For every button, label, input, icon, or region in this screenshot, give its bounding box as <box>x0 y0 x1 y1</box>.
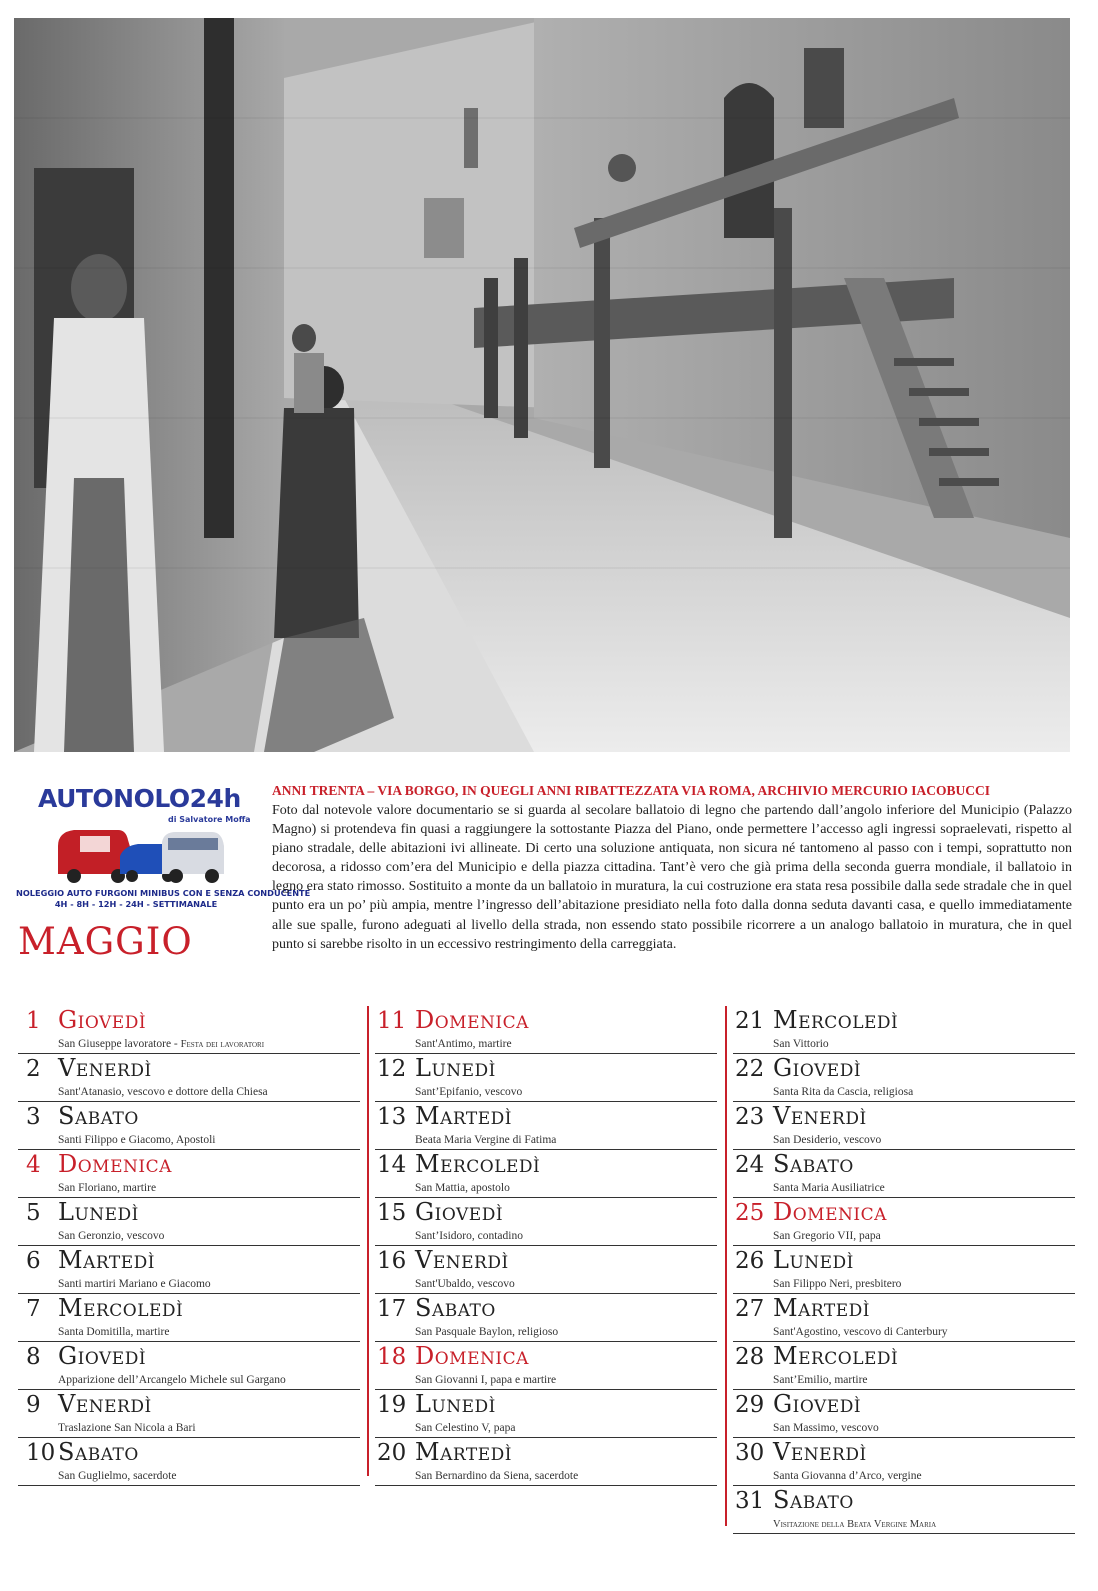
day-row <box>18 1342 360 1390</box>
day-row <box>733 1342 1075 1390</box>
day-number: 28 <box>735 1344 765 1370</box>
day-row <box>733 1486 1075 1534</box>
day-row <box>733 1390 1075 1438</box>
day-row <box>733 1102 1075 1150</box>
day-name: Mercoledì <box>773 1342 899 1370</box>
day-number: 16 <box>377 1248 407 1274</box>
saint-of-day: Santa Giovanna d’Arco, vergine <box>773 1470 922 1482</box>
day-number: 15 <box>377 1200 407 1226</box>
day-row <box>733 1294 1075 1342</box>
day-name: Lunedì <box>773 1246 854 1274</box>
vans-icon <box>56 826 226 886</box>
calendar-column-1 <box>18 1006 360 1486</box>
day-row <box>18 1438 360 1486</box>
saint-of-day: San Floriano, martire <box>58 1182 157 1194</box>
day-name: Sabato <box>773 1486 854 1514</box>
day-number: 17 <box>377 1296 407 1322</box>
day-row <box>733 1054 1075 1102</box>
day-name: Venerdì <box>58 1054 152 1082</box>
day-number: 5 <box>26 1200 41 1226</box>
day-row <box>733 1246 1075 1294</box>
sponsor-logo <box>16 780 311 910</box>
saint-of-day: San Filippo Neri, presbitero <box>773 1278 902 1290</box>
holiday-name: Visitazione della Beata Vergine Maria <box>773 1519 937 1530</box>
day-number: 6 <box>26 1248 41 1274</box>
day-row <box>375 1150 717 1198</box>
day-row <box>18 1246 360 1294</box>
day-number: 29 <box>735 1392 765 1418</box>
day-name: Martedì <box>58 1246 155 1274</box>
day-name: Lunedì <box>58 1198 139 1226</box>
day-name: Martedì <box>415 1438 512 1466</box>
day-number: 20 <box>377 1440 407 1466</box>
sponsor-hours: 4H - 8H - 12H - 24H - SETTIMANALE <box>54 899 218 909</box>
saint-of-day: San Pasquale Baylon, religioso <box>415 1326 559 1338</box>
day-number: 3 <box>26 1104 41 1130</box>
saint-of-day: Santi martiri Mariano e Giacomo <box>58 1278 211 1290</box>
saint-of-day: Sant’Epifanio, vescovo <box>415 1086 523 1098</box>
holiday-name: Festa dei lavoratori <box>180 1039 265 1050</box>
saint-of-day: Santa Maria Ausiliatrice <box>773 1182 885 1194</box>
day-number: 21 <box>735 1008 765 1034</box>
saint-of-day: Santa Rita da Cascia, religiosa <box>773 1086 914 1098</box>
day-name: Lunedì <box>415 1390 496 1418</box>
day-name: Venerdì <box>773 1102 867 1130</box>
saint-of-day: San Desiderio, vescovo <box>773 1134 882 1146</box>
caption-title: ANNI TRENTA – VIA BORGO, IN QUEGLI ANNI RIBATTEZZATA VIA ROMA, ARCHIVIO MERCURIO IACOBUCCI <box>272 783 990 798</box>
saint-of-day: San Celestino V, papa <box>415 1422 516 1434</box>
saint-of-day: Santi Filippo e Giacomo, Apostoli <box>58 1134 216 1146</box>
saint-of-day: Sant’Isidoro, contadino <box>415 1230 523 1242</box>
day-number: 12 <box>377 1056 407 1082</box>
day-number: 7 <box>26 1296 41 1322</box>
day-name: Domenica <box>415 1006 529 1034</box>
saint-of-day: Beata Maria Vergine di Fatima <box>415 1134 557 1146</box>
day-number: 25 <box>735 1200 765 1226</box>
day-row <box>733 1198 1075 1246</box>
day-number: 4 <box>26 1152 41 1178</box>
photo-illustration <box>14 18 1070 752</box>
saint-of-day: Sant'Atanasio, vescovo e dottore della Chiesa <box>58 1086 268 1098</box>
column-divider <box>367 1006 369 1476</box>
saint-of-day: Sant'Antimo, martire <box>415 1038 512 1050</box>
saint-of-day: Apparizione dell’Arcangelo Michele sul Gargano <box>58 1374 286 1386</box>
day-name: Giovedì <box>773 1390 862 1418</box>
day-row <box>375 1246 717 1294</box>
day-row <box>733 1438 1075 1486</box>
day-name: Lunedì <box>415 1054 496 1082</box>
month-title: MAGGIO <box>18 920 193 963</box>
saint-of-day <box>58 1038 264 1050</box>
day-name: Giovedì <box>58 1342 147 1370</box>
day-number: 10 <box>26 1440 56 1466</box>
day-row <box>375 1198 717 1246</box>
saint-of-day: San Giovanni I, papa e martire <box>415 1374 557 1386</box>
saint-of-day: San Gregorio VII, papa <box>773 1230 881 1242</box>
saint-of-day: San Vittorio <box>773 1038 829 1050</box>
sponsor-name: AUTONOLO24h <box>38 784 241 813</box>
saint-of-day: Santa Domitilla, martire <box>58 1326 170 1338</box>
day-number: 2 <box>26 1056 41 1082</box>
column-divider <box>725 1006 727 1526</box>
day-name: Giovedì <box>58 1006 147 1034</box>
day-number: 30 <box>735 1440 765 1466</box>
day-name: Giovedì <box>415 1198 504 1226</box>
day-number: 14 <box>377 1152 407 1178</box>
sponsor-tagline: NOLEGGIO AUTO FURGONI MINIBUS CON E SENZA CONDUCENTE <box>16 888 311 898</box>
saint-of-day: San Geronzio, vescovo <box>58 1230 165 1242</box>
day-number: 22 <box>735 1056 765 1082</box>
day-row <box>18 1294 360 1342</box>
day-name: Martedì <box>773 1294 870 1322</box>
sponsor-owner: di Salvatore Moffa <box>168 815 251 824</box>
day-row <box>375 1390 717 1438</box>
saint-of-day: Sant'Agostino, vescovo di Canterbury <box>773 1326 948 1338</box>
saint-of-day <box>773 1518 936 1530</box>
day-row <box>375 1342 717 1390</box>
day-row <box>18 1150 360 1198</box>
day-name: Mercoledì <box>773 1006 899 1034</box>
day-name: Sabato <box>415 1294 496 1322</box>
day-name: Giovedì <box>773 1054 862 1082</box>
day-number: 1 <box>26 1008 41 1034</box>
day-row <box>375 1006 717 1054</box>
day-number: 8 <box>26 1344 41 1370</box>
day-number: 19 <box>377 1392 407 1418</box>
day-name: Sabato <box>773 1150 854 1178</box>
day-number: 31 <box>735 1488 765 1514</box>
day-number: 9 <box>26 1392 41 1418</box>
saint-of-day: San Massimo, vescovo <box>773 1422 879 1434</box>
calendar-column-3 <box>733 1006 1075 1534</box>
day-number: 23 <box>735 1104 765 1130</box>
day-row <box>18 1390 360 1438</box>
day-row <box>375 1054 717 1102</box>
caption-body: Foto dal notevole valore documentario se si guarda al secolare ballatoio di legno che partendo dall’angolo inferiore del Municipio (Palazzo Magno) si protendeva fin quasi a raggiungere la sottostante Piazza del Piano, onde permettere l’accesso agli ingressi sopraelevati, rispetto al piano stradale, delle abitazioni ivi allineate. Di certo una soluzione antiquata, non sicura né tantomeno al passo con i tempi, soprattutto non decorosa, a ridosso com’era del Municipio e della piazza cittadina. Tant’è vero che già prima della seconda guerra mondiale, il ballatoio in legno era stato rimosso. Sostituito a monte da un ballatoio in muratura, la cui costruzione era stata resa possibile dalla sede stradale che in quel punto era un po’ più ampia, mentre l’ingresso dell’abitazione presidiato nella foto dalla donna seduta davanti casa, e quello immediatamente alle sue spalle, furono adeguati al livello della strada, non essendo stato possibile ricorrere a un analogo ballatoio in muratura, che in quel punto si sarebbe risolto in un eccessivo restringimento della carreggiata. <box>272 803 1072 952</box>
day-number: 24 <box>735 1152 765 1178</box>
day-name: Venerdì <box>415 1246 509 1274</box>
day-name: Domenica <box>415 1342 529 1370</box>
saint-of-day: Sant'Ubaldo, vescovo <box>415 1278 515 1290</box>
day-row <box>733 1150 1075 1198</box>
day-row <box>375 1438 717 1486</box>
day-name: Martedì <box>415 1102 512 1130</box>
saint-name: San Giuseppe lavoratore - <box>58 1038 181 1050</box>
saint-of-day: San Bernardino da Siena, sacerdote <box>415 1470 579 1482</box>
saint-of-day: Traslazione San Nicola a Bari <box>58 1422 196 1434</box>
street-photo <box>14 18 1070 752</box>
day-number: 13 <box>377 1104 407 1130</box>
day-name: Mercoledì <box>415 1150 541 1178</box>
saint-of-day: Sant’Emilio, martire <box>773 1374 868 1386</box>
day-name: Domenica <box>58 1150 172 1178</box>
calendar-column-2 <box>375 1006 717 1486</box>
day-row <box>733 1006 1075 1054</box>
day-row <box>375 1102 717 1150</box>
day-row <box>18 1102 360 1150</box>
saint-of-day: San Mattia, apostolo <box>415 1182 510 1194</box>
day-row <box>18 1006 360 1054</box>
photo-caption <box>272 782 1072 954</box>
day-name: Sabato <box>58 1102 139 1130</box>
day-name: Venerdì <box>58 1390 152 1418</box>
day-number: 11 <box>377 1008 407 1034</box>
day-name: Venerdì <box>773 1438 867 1466</box>
day-name: Domenica <box>773 1198 887 1226</box>
day-number: 26 <box>735 1248 765 1274</box>
day-number: 27 <box>735 1296 765 1322</box>
day-row <box>18 1054 360 1102</box>
day-name: Sabato <box>58 1438 139 1466</box>
saint-of-day: San Guglielmo, sacerdote <box>58 1470 177 1482</box>
day-number: 18 <box>377 1344 407 1370</box>
day-row <box>375 1294 717 1342</box>
day-row <box>18 1198 360 1246</box>
day-name: Mercoledì <box>58 1294 184 1322</box>
